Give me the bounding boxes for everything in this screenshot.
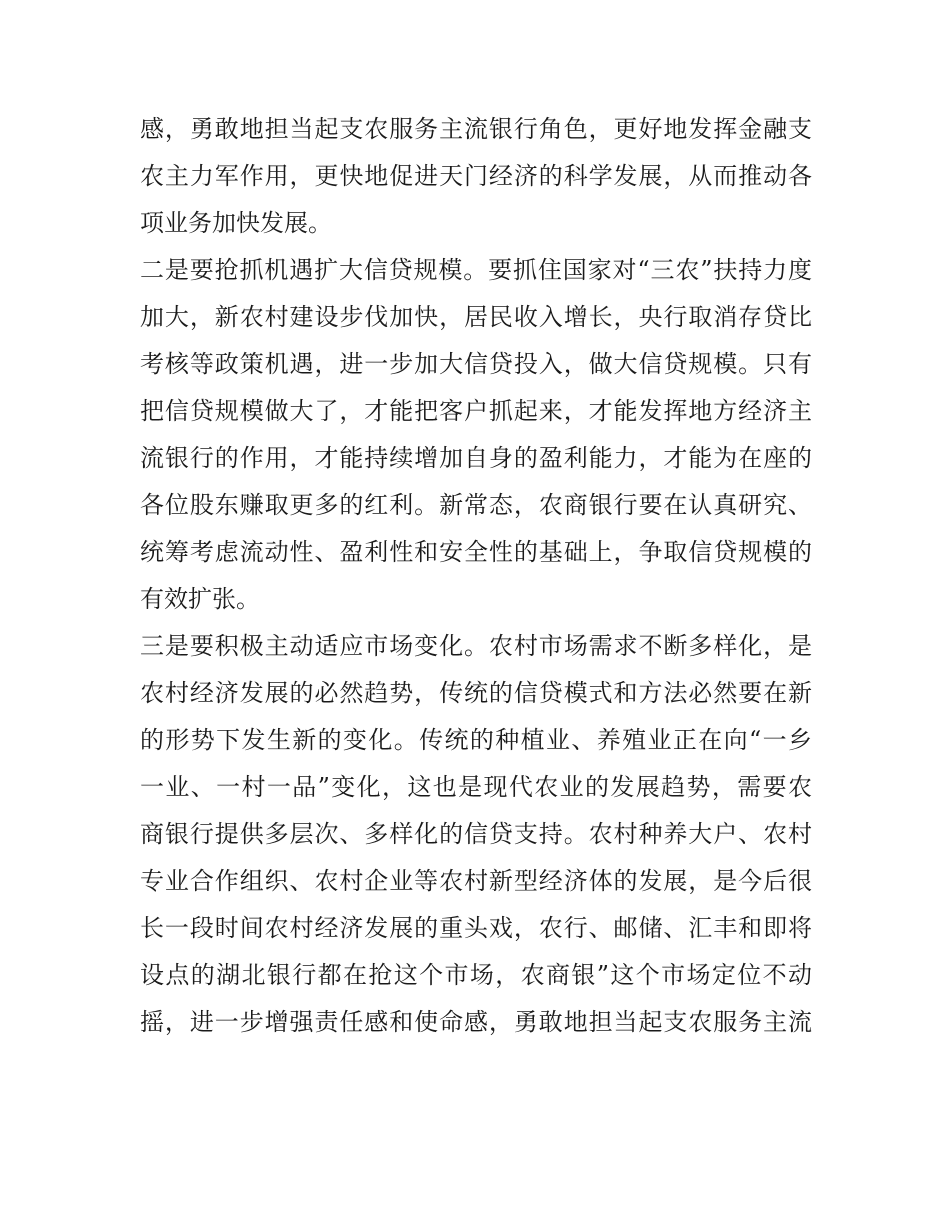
text-line: 商银行提供多层次、多样化的信贷支持。农村种养大户、农村	[140, 820, 812, 848]
text-line: 统筹考虑流动性、盈利性和安全性的基础上，争取信贷规模的	[140, 538, 812, 566]
text-line: 一业、一村一品”变化，这也是现代农业的发展趋势，需要农	[140, 773, 812, 801]
text-line: 项业务加快发展。	[140, 209, 332, 237]
text-line: 流银行的作用，才能持续增加自身的盈利能力，才能为在座的	[140, 444, 812, 472]
text-line: 专业合作组织、农村企业等农村新型经济体的发展，是今后很	[140, 867, 812, 895]
text-line: 考核等政策机遇，进一步加大信贷投入，做大信贷规模。只有	[140, 350, 812, 378]
text-line: 农主力军作用，更快地促进天门经济的科学发展，从而推动各	[140, 162, 812, 190]
text-line: 长一段时间农村经济发展的重头戏，农行、邮储、汇丰和即将	[140, 914, 812, 942]
text-line: 三是要积极主动适应市场变化。农村市场需求不断多样化，是	[140, 632, 812, 660]
text-line: 摇，进一步增强责任感和使命感，勇敢地担当起支农服务主流	[140, 1008, 812, 1036]
text-line: 二是要抢抓机遇扩大信贷规模。要抓住国家对“三农”扶持力度	[140, 256, 812, 284]
body-text	[140, 106, 812, 1046]
text-line: 感，勇敢地担当起支农服务主流银行角色，更好地发挥金融支	[140, 115, 812, 143]
text-line: 农村经济发展的必然趋势，传统的信贷模式和方法必然要在新	[140, 679, 812, 707]
text-line: 设点的湖北银行都在抢这个市场，农商银”这个市场定位不动	[140, 961, 812, 989]
text-line: 各位股东赚取更多的红利。新常态，农商银行要在认真研究、	[140, 491, 812, 519]
text-line: 有效扩张。	[140, 585, 260, 613]
text-line: 加大，新农村建设步伐加快，居民收入增长，央行取消存贷比	[140, 303, 812, 331]
text-line: 把信贷规模做大了，才能把客户抓起来，才能发挥地方经济主	[140, 397, 812, 425]
text-line: 的形势下发生新的变化。传统的种植业、养殖业正在向“一乡	[140, 726, 812, 754]
